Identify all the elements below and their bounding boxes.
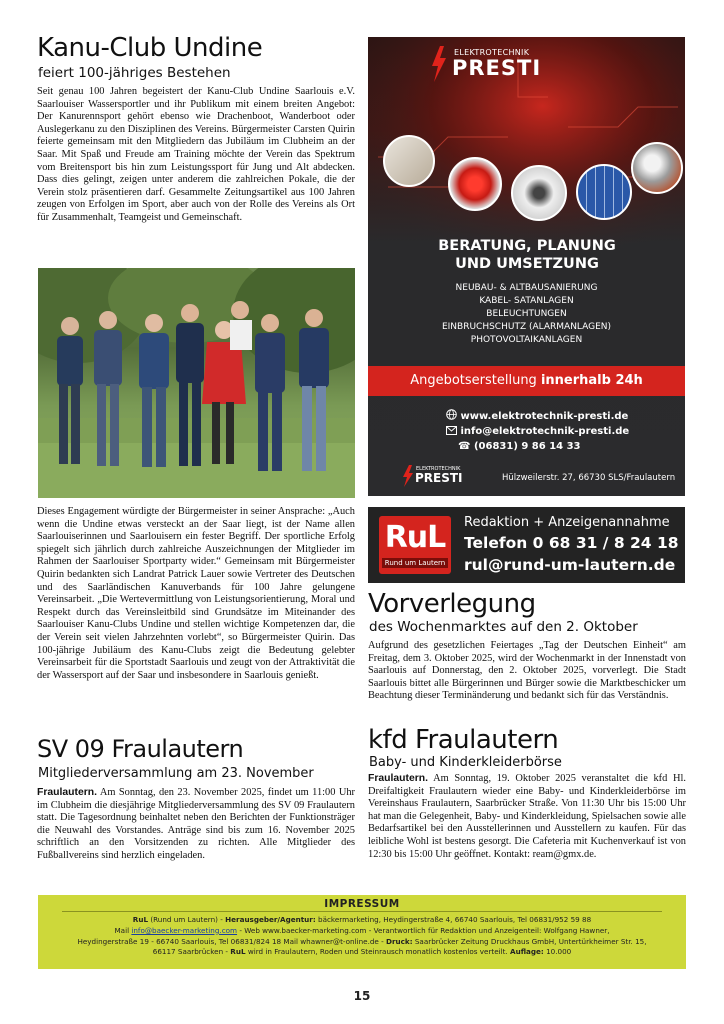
kanu-title: Kanu-Club Undine	[37, 33, 263, 63]
rul-logo-sub: Rund um Lautern	[382, 558, 448, 568]
presti-bolt-icon	[430, 46, 448, 82]
presti-email-row[interactable]	[446, 424, 629, 439]
kanu-body-1: Seit genau 100 Jahren begeistert der Kanu-Club Undine Saarlouis e.V. Saarlouiser Wassersportler und ihr Publikum mit einem breiten Angebot: Der Kanurennsport gehört ebenso wie Drachenboot, Wanderboot oder Auslegerkanu zu den Disziplinen des Vereins. Bürgermeister Carsten Quirin feierte gemeinsam mit den Mitgliedern das Jubiläum im Clubheim an der Saar. Mit Spaß und Freude am Training möchte der Verein das Spektrum vom Breitensport bis hin zum Leistungssport für Jung und Alt abdecken. Dass dies gelingt, zeigen unter anderem die zahlreichen Pokale, die der Verein stolz präsentieren darf. Gesammelte Zeitungsartikel aus 100 Jahren zeugen von Erfolgen im Sport, aber auch von der Rolle des Vereins als Ort für Zusammenhalt, Teamgeist und Gemeinschaft.	[37, 86, 355, 223]
impressum-rul: RuL	[230, 947, 246, 957]
presti-offer-banner	[368, 366, 685, 396]
vorverlegung-body: Aufgrund des gesetzlichen Feiertages „Tag der Deutschen Einheit“ am Freitag, dem 3. Oktober 2025, wird der Wochenmarkt in der Innenstadt von Saarlouis auf Donnerstag, den 2. Oktober 2025, vorverlegt. Die Stadt Saarlouis bittet alle Bürgerinnen und Bürger sowie die Marktbeschicker um Beachtung dieser Terminänderung und bedankt sich für das Verständnis.	[368, 640, 686, 702]
presti-service: KABEL- SATANLAGEN	[479, 296, 574, 306]
sv09-body	[37, 787, 355, 863]
presti-headline: BERATUNG, PLANUNG UND UMSETZUNG	[438, 238, 616, 272]
group-photo-illustration	[38, 268, 355, 498]
presti-photo-alarm	[448, 157, 502, 211]
presti-web-row[interactable]	[446, 409, 629, 424]
presti-service: BELEUCHTUNGEN	[486, 309, 567, 319]
impressum-circulation-label: Auflage:	[510, 947, 544, 957]
impressum-text-part: wird in Fraulautern, Roden und Steinrausch monatlich kostenlos verteilt.	[245, 947, 511, 957]
rul-phone[interactable]: Telefon 0 68 31 / 8 24 18	[464, 534, 679, 552]
presti-offer-bold: innerhalb 24h	[540, 373, 643, 388]
kfd-body	[368, 773, 686, 861]
kfd-text: Am Sonntag, 19. Oktober 2025 veranstaltet die kfd Hl. Dreifaltigkeit Fraulautern wieder eine Baby- und Kinderkleiderbörse im Vereinshaus Fraulautern, Saarbrücker Straße. Von 11:30 Uhr bis 15:00 Uhr hat man die Gelegenheit, Baby- und Kinderkleidung, Spielsachen sowie alle Bedarfsartikel bei den Ausstellerinnen und Ausstellern zu kaufen. Für das leibliche Wohl ist bestens gesorgt. Die Cafeteria mit Kuchenverkauf ist von 12:30 bis 15:00 Uhr geöffnet. Kontakt: ream@gmx.de.	[368, 773, 686, 860]
globe-icon	[446, 409, 457, 420]
presti-photo-solar	[576, 164, 632, 220]
kanu-subtitle: feiert 100-jähriges Bestehen	[38, 65, 231, 81]
presti-email[interactable]: info@elektrotechnik-presti.de	[460, 426, 630, 437]
page-number: 15	[353, 989, 371, 1003]
phone-icon: ☎	[458, 441, 471, 452]
kanu-body-2: Dieses Engagement würdigte der Bürgermeister in seiner Ansprache: „Auch wenn die Undine etwas versteckt an der Saar liegt, ist der Name allen Saarlouiserinnen und Saarlouisern ein fester Begriff. Der sportliche Erfolg spiegelt sich jährlich durch zahlreiche Auszeichnungen der Mitglieder im Rahmen der Saarlouiser Sportparty wider.“ Gemeinsam mit Bürgermeister Quirin bedankten sich Landrat Patrick Lauer sowie Vertreter des Deutschen und des Saarländischen Kanuverbands für 100 Jahre gelungene Vereinsarbeit. „Die Wertevermittlung von Leistungsorientierung, Moral und Respekt durch das Vereinsleitbild sind Grundsätze im Miteinander des Saarlouiser Kanu-Clubs Undine und stellen wichtige Kompetenzen dar, die der Verein seit vielen Jahrzehnten vorlebt“, so Bürgermeister Quirin. Das 100-jährige Jubiläum des Kanu-Clubs zeigt die Bedeutung gelebter Vereinsarbeit für die Sportstadt Saarlouis und zeugt von der Attraktivität die der Wassersport auf der Saar und insbesondere in Saarlouis genießt.	[37, 506, 355, 681]
impressum-divider	[62, 911, 662, 912]
vorverlegung-subtitle: des Wochenmarktes auf den 2. Oktober	[369, 619, 638, 635]
presti-photo-interior	[383, 135, 435, 187]
presti-phone-row[interactable]	[446, 439, 629, 454]
rul-line1: Redaktion + Anzeigenannahme	[464, 515, 670, 530]
presti-phone[interactable]: (06831) 9 86 14 33	[473, 441, 581, 452]
presti-brand: PRESTI	[452, 56, 542, 80]
impressum-text	[38, 915, 686, 958]
impressum-title: IMPRESSUM	[324, 898, 400, 910]
presti-ad	[368, 37, 685, 496]
presti-service: NEUBAU- & ALTBAUSANIERUNG	[455, 283, 598, 293]
impressum-publisher-label: Herausgeber/Agentur:	[225, 915, 316, 924]
presti-photo-satellite	[631, 142, 683, 194]
rul-email[interactable]: rul@rund-um-lautern.de	[464, 556, 676, 574]
group-photo	[38, 268, 355, 498]
presti-brand-small-2: ELEKTROTECHNIK	[416, 466, 461, 472]
presti-brand-2: PRESTI	[415, 471, 463, 485]
presti-services	[398, 282, 655, 347]
impressum-text-part: Mail	[114, 925, 132, 935]
kfd-subtitle: Baby- und Kinderkleiderbörse	[369, 755, 562, 770]
impressum-text-part: bäckermarketing, Heydingerstraße 4, 66740 Saarlouis, Tel 06831/952 59 88	[315, 915, 592, 924]
impressum-print-label: Druck:	[386, 936, 413, 946]
impressum-line-1	[38, 915, 686, 926]
mail-icon	[446, 426, 457, 435]
rul-ad	[368, 507, 685, 583]
kfd-title: kfd Fraulautern	[368, 725, 559, 755]
impressum-line-3	[38, 937, 686, 948]
presti-bolt-small-icon	[402, 465, 414, 487]
impressum-line-2	[38, 926, 686, 937]
sv09-title: SV 09 Fraulautern	[37, 735, 244, 763]
presti-service: PHOTOVOLTAIKANLAGEN	[470, 335, 583, 345]
presti-web[interactable]: www.elektrotechnik-presti.de	[460, 411, 629, 422]
rul-logo	[379, 516, 451, 574]
impressum-text-part: 66117 Saarbrücken -	[152, 947, 231, 957]
presti-address: Hülzweilerstr. 27, 66730 SLS/Fraulautern	[502, 473, 676, 483]
impressum-box	[38, 895, 686, 969]
presti-offer-text: Angebotserstellung	[410, 373, 541, 388]
rul-logo-text: RuL	[384, 520, 446, 555]
impressum-mail-link[interactable]: info@baecker-marketing.com	[131, 925, 238, 935]
impressum-text-part: - Web www.baecker-marketing.com - Verantwortlich für Redaktion und Anzeigenteil: Wolfgang Hawner,	[237, 925, 610, 935]
impressum-text-part: Saarbrücker Zeitung Druckhaus GmbH, Untertürkheimer Str. 15,	[412, 936, 647, 946]
presti-photo-camera	[511, 165, 567, 221]
kfd-lead: Fraulautern.	[368, 773, 429, 784]
sv09-lead: Fraulautern.	[37, 787, 98, 798]
impressum-line-4	[38, 947, 686, 958]
presti-brand-small: ELEKTROTECHNIK	[454, 48, 530, 57]
sv09-subtitle: Mitgliederversammlung am 23. November	[38, 766, 314, 781]
presti-contact	[446, 409, 629, 454]
impressum-text-part: (Rund um Lautern) -	[148, 915, 226, 924]
impressum-rul: RuL	[132, 915, 149, 924]
vorverlegung-title: Vorverlegung	[368, 589, 536, 619]
impressum-text-part: 10.000	[543, 947, 572, 957]
presti-service: EINBRUCHSCHUTZ (ALARMANLAGEN)	[441, 322, 612, 332]
sv09-text: Am Sonntag, den 23. November 2025, findet um 11:00 Uhr im Clubheim die diesjährige Mitgliederversammlung des SV 09 Fraulautern statt. Die Tagesordnung beinhaltet neben den Berichten der Funktionsträger die Neuwahl des Vorstandes. Anträge sind bis zum 16. November 2025 schriftlich an den Vorsitzenden zu richten. Alle Mitglieder des Fußballvereins sind herzlich eingeladen.	[37, 787, 355, 861]
impressum-text-part: Heydingerstraße 19 - 66740 Saarlouis, Tel 06831/824 18 Mail whawner@t-online.de -	[77, 936, 387, 946]
